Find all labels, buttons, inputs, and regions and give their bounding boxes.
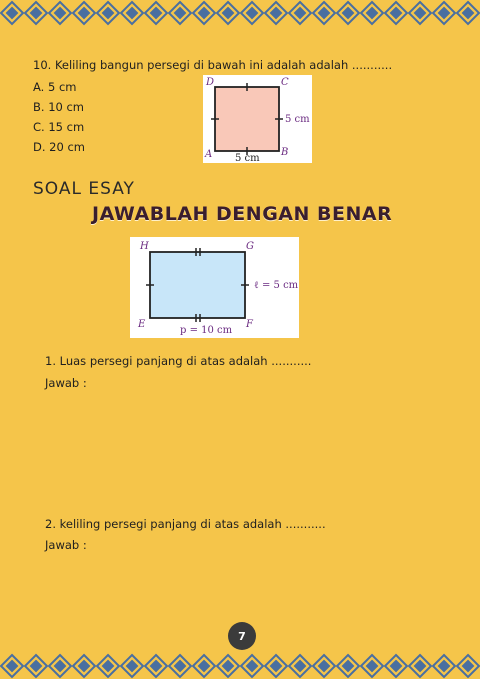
option-b: B. 10 cm: [33, 100, 85, 114]
option-a: A. 5 cm: [33, 80, 77, 94]
vertex-b-label: B: [281, 147, 289, 158]
vertex-c-label: C: [281, 77, 289, 88]
side-right-label: 5 cm: [285, 114, 310, 125]
length-label: p = 10 cm: [180, 325, 233, 336]
question-10: 10. Keliling bangun persegi di bawah ini adalah adalah ...........: [33, 58, 393, 72]
vertex-f-label: F: [246, 319, 253, 330]
side-bottom-label: 5 cm: [235, 153, 260, 163]
vertex-e-label: E: [138, 319, 146, 330]
square-figure: [203, 75, 312, 163]
page-number: 7: [228, 622, 256, 650]
option-d: D. 20 cm: [33, 140, 85, 154]
answer-label-2: Jawab :: [45, 538, 87, 552]
top-decorative-border: [0, 0, 480, 26]
instruction-heading: JAWABLAH DENGAN BENAR: [92, 203, 393, 225]
essay-question-1: 1. Luas persegi panjang di atas adalah ...........: [45, 354, 312, 368]
essay-question-2: 2. keliling persegi panjang di atas adalah ...........: [45, 517, 326, 531]
answer-label-1: Jawab :: [45, 376, 87, 390]
vertex-h-label: H: [140, 241, 149, 252]
width-label: ℓ = 5 cm: [254, 280, 299, 291]
vertex-g-label: G: [246, 241, 254, 252]
vertex-d-label: D: [206, 77, 215, 88]
square-shape: [215, 87, 279, 151]
option-c: C. 15 cm: [33, 120, 85, 134]
rectangle-shape: [150, 252, 245, 318]
section-title: SOAL ESAY: [33, 179, 135, 199]
rectangle-figure: [130, 237, 299, 338]
vertex-a-label: A: [205, 149, 213, 160]
bottom-decorative-border: [0, 653, 480, 679]
